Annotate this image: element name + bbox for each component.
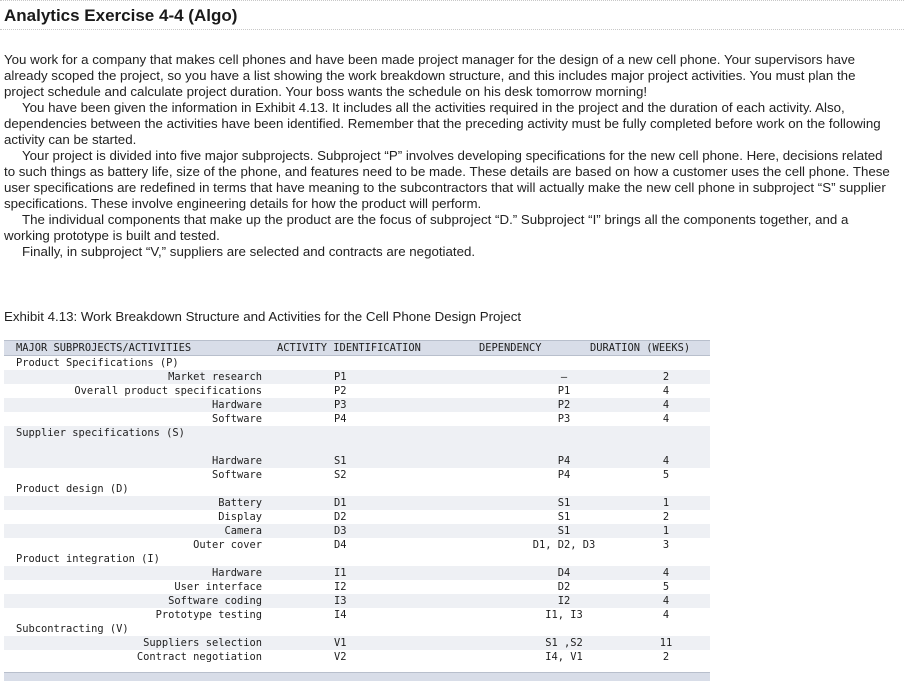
table-group-row — [4, 482, 710, 496]
paragraph-subprojects: Your project is divided into five major subprojects. Subproject “P” involves developing specifications for the new cell phone. Here, decisions related to such things as battery life, size of the phone, and features need to be made. These details are based on how a customer uses the cell phone. These user specifications are redefined in terms that have meaning to the subcontractors that will actually make the new cell phone in subproject “S” supplier specifications. These involve engineering details for how the product will perform. — [4, 148, 890, 211]
header-activity-id: ACTIVITY IDENTIFICATION — [277, 342, 421, 354]
table-header — [4, 340, 710, 356]
table-row — [4, 608, 710, 622]
activity-name: Prototype testing — [155, 609, 262, 621]
activity-dependency: P1 — [557, 385, 571, 397]
activity-dependency: S1 ,S2 — [545, 637, 583, 649]
activity-duration: 4 — [662, 385, 670, 397]
activity-duration: 1 — [662, 525, 670, 537]
activity-dependency: I2 — [557, 595, 571, 607]
activity-name: User interface — [174, 581, 262, 593]
table-row — [4, 524, 710, 538]
activity-name: Outer cover — [193, 539, 262, 551]
activity-duration: 4 — [662, 609, 670, 621]
subproject-label: Product design (D) — [16, 483, 129, 495]
table-row — [4, 566, 710, 580]
subproject-label: Product Specifications (P) — [16, 357, 179, 369]
activity-duration: 5 — [662, 469, 670, 481]
subproject-label: Supplier specifications (S) — [16, 427, 185, 439]
table-row — [4, 370, 710, 384]
activity-id: V2 — [334, 651, 347, 663]
activity-dependency: P4 — [557, 455, 571, 467]
table-row — [4, 510, 710, 524]
activity-dependency: P2 — [557, 399, 571, 411]
activity-duration: 2 — [662, 651, 670, 663]
table-footer-bar — [4, 672, 710, 681]
activity-duration: 11 — [659, 637, 673, 649]
problem-text — [4, 52, 896, 260]
activity-dependency: I4, V1 — [545, 651, 583, 663]
activity-id: S2 — [334, 469, 347, 481]
activity-id: I1 — [334, 567, 347, 579]
paragraph-suppliers: Finally, in subproject “V,” suppliers are selected and contracts are negotiated. — [22, 244, 476, 259]
activity-name: Software — [211, 469, 262, 481]
activity-dependency: S1 — [557, 497, 571, 509]
activity-dependency: D2 — [557, 581, 571, 593]
table-row — [4, 580, 710, 594]
activity-id: S1 — [334, 455, 347, 467]
activity-id: V1 — [334, 637, 347, 649]
activity-duration: 5 — [662, 581, 670, 593]
activity-duration: 4 — [662, 413, 670, 425]
activity-name: Hardware — [211, 455, 262, 467]
activity-name: Software — [211, 413, 262, 425]
activity-duration: 4 — [662, 567, 670, 579]
activity-id: P1 — [334, 371, 347, 383]
title-bar — [0, 0, 904, 30]
activity-name: Software coding — [168, 595, 262, 607]
activity-id: I3 — [334, 595, 347, 607]
activity-dependency: – — [560, 371, 568, 383]
header-activities: MAJOR SUBPROJECTS/ACTIVITIES — [16, 342, 192, 354]
subproject-label: Subcontracting (V) — [16, 623, 129, 635]
table-row — [4, 650, 710, 664]
activity-id: D2 — [334, 511, 347, 523]
activity-id: D1 — [334, 497, 347, 509]
table-group-row — [4, 552, 710, 566]
activity-dependency: P3 — [557, 413, 571, 425]
exhibit-caption: Exhibit 4.13: Work Breakdown Structure and Activities for the Cell Phone Design Project — [4, 309, 522, 324]
activity-name: Market research — [168, 371, 262, 383]
header-duration: DURATION (WEEKS) — [590, 342, 691, 354]
paragraph-intro: You work for a company that makes cell phones and have been made project manager for the design of a new cell phone. Your supervisors have already scoped the project, so you have a list showing the work breakdown structure, and this includes major project activities. You must plan the project schedule and calculate project duration. Your boss wants the schedule on his desk tomorrow morning! — [4, 52, 856, 99]
activity-name: Overall product specifications — [74, 385, 262, 397]
activity-name: Contract negotiation — [136, 651, 262, 663]
activity-id: P2 — [334, 385, 347, 397]
activity-dependency: D4 — [557, 567, 571, 579]
activity-id: P4 — [334, 413, 347, 425]
activity-duration: 4 — [662, 399, 670, 411]
subproject-label: Product integration (I) — [16, 553, 160, 565]
table-row — [4, 496, 710, 510]
activity-dependency: I1, I3 — [545, 609, 583, 621]
wbs-table — [4, 340, 710, 664]
activity-name: Battery — [218, 497, 262, 509]
table-group-row — [4, 426, 710, 454]
activity-id: D4 — [334, 539, 347, 551]
activity-name: Suppliers selection — [143, 637, 262, 649]
table-row — [4, 384, 710, 398]
activity-dependency: S1 — [557, 525, 571, 537]
activity-id: I4 — [334, 609, 347, 621]
table-row — [4, 538, 710, 552]
page-title: Analytics Exercise 4-4 (Algo) — [4, 6, 238, 25]
activity-id: P3 — [334, 399, 347, 411]
activity-id: D3 — [334, 525, 347, 537]
table-row — [4, 468, 710, 482]
header-dependency: DEPENDENCY — [479, 342, 542, 354]
activity-name: Hardware — [211, 567, 262, 579]
paragraph-exhibit-info: You have been given the information in Exhibit 4.13. It includes all the activities required in the project and the duration of each activity. Also, dependencies between the activities have been identified. Remember that the preceding activity must be fully completed before work on the following activity can be started. — [4, 100, 881, 147]
activity-dependency: P4 — [557, 469, 571, 481]
table-row — [4, 398, 710, 412]
paragraph-components: The individual components that make up the product are the focus of subproject “D.” Subproject “I” brings all the components together, and a working prototype is built and tested. — [4, 212, 849, 243]
activity-duration: 2 — [662, 371, 670, 383]
activity-id: I2 — [334, 581, 347, 593]
table-body — [4, 356, 710, 664]
activity-duration: 1 — [662, 497, 670, 509]
activity-name: Display — [218, 511, 262, 523]
activity-duration: 4 — [662, 595, 670, 607]
table-group-row — [4, 622, 710, 636]
table-row — [4, 636, 710, 650]
activity-dependency: D1, D2, D3 — [532, 539, 596, 551]
activity-dependency: S1 — [557, 511, 571, 523]
activity-duration: 4 — [662, 455, 670, 467]
table-row — [4, 454, 710, 468]
table-row — [4, 594, 710, 608]
table-group-row — [4, 356, 710, 370]
activity-duration: 2 — [662, 511, 670, 523]
table-row — [4, 412, 710, 426]
activity-name: Hardware — [211, 399, 262, 411]
activity-name: Camera — [224, 525, 262, 537]
activity-duration: 3 — [662, 539, 670, 551]
